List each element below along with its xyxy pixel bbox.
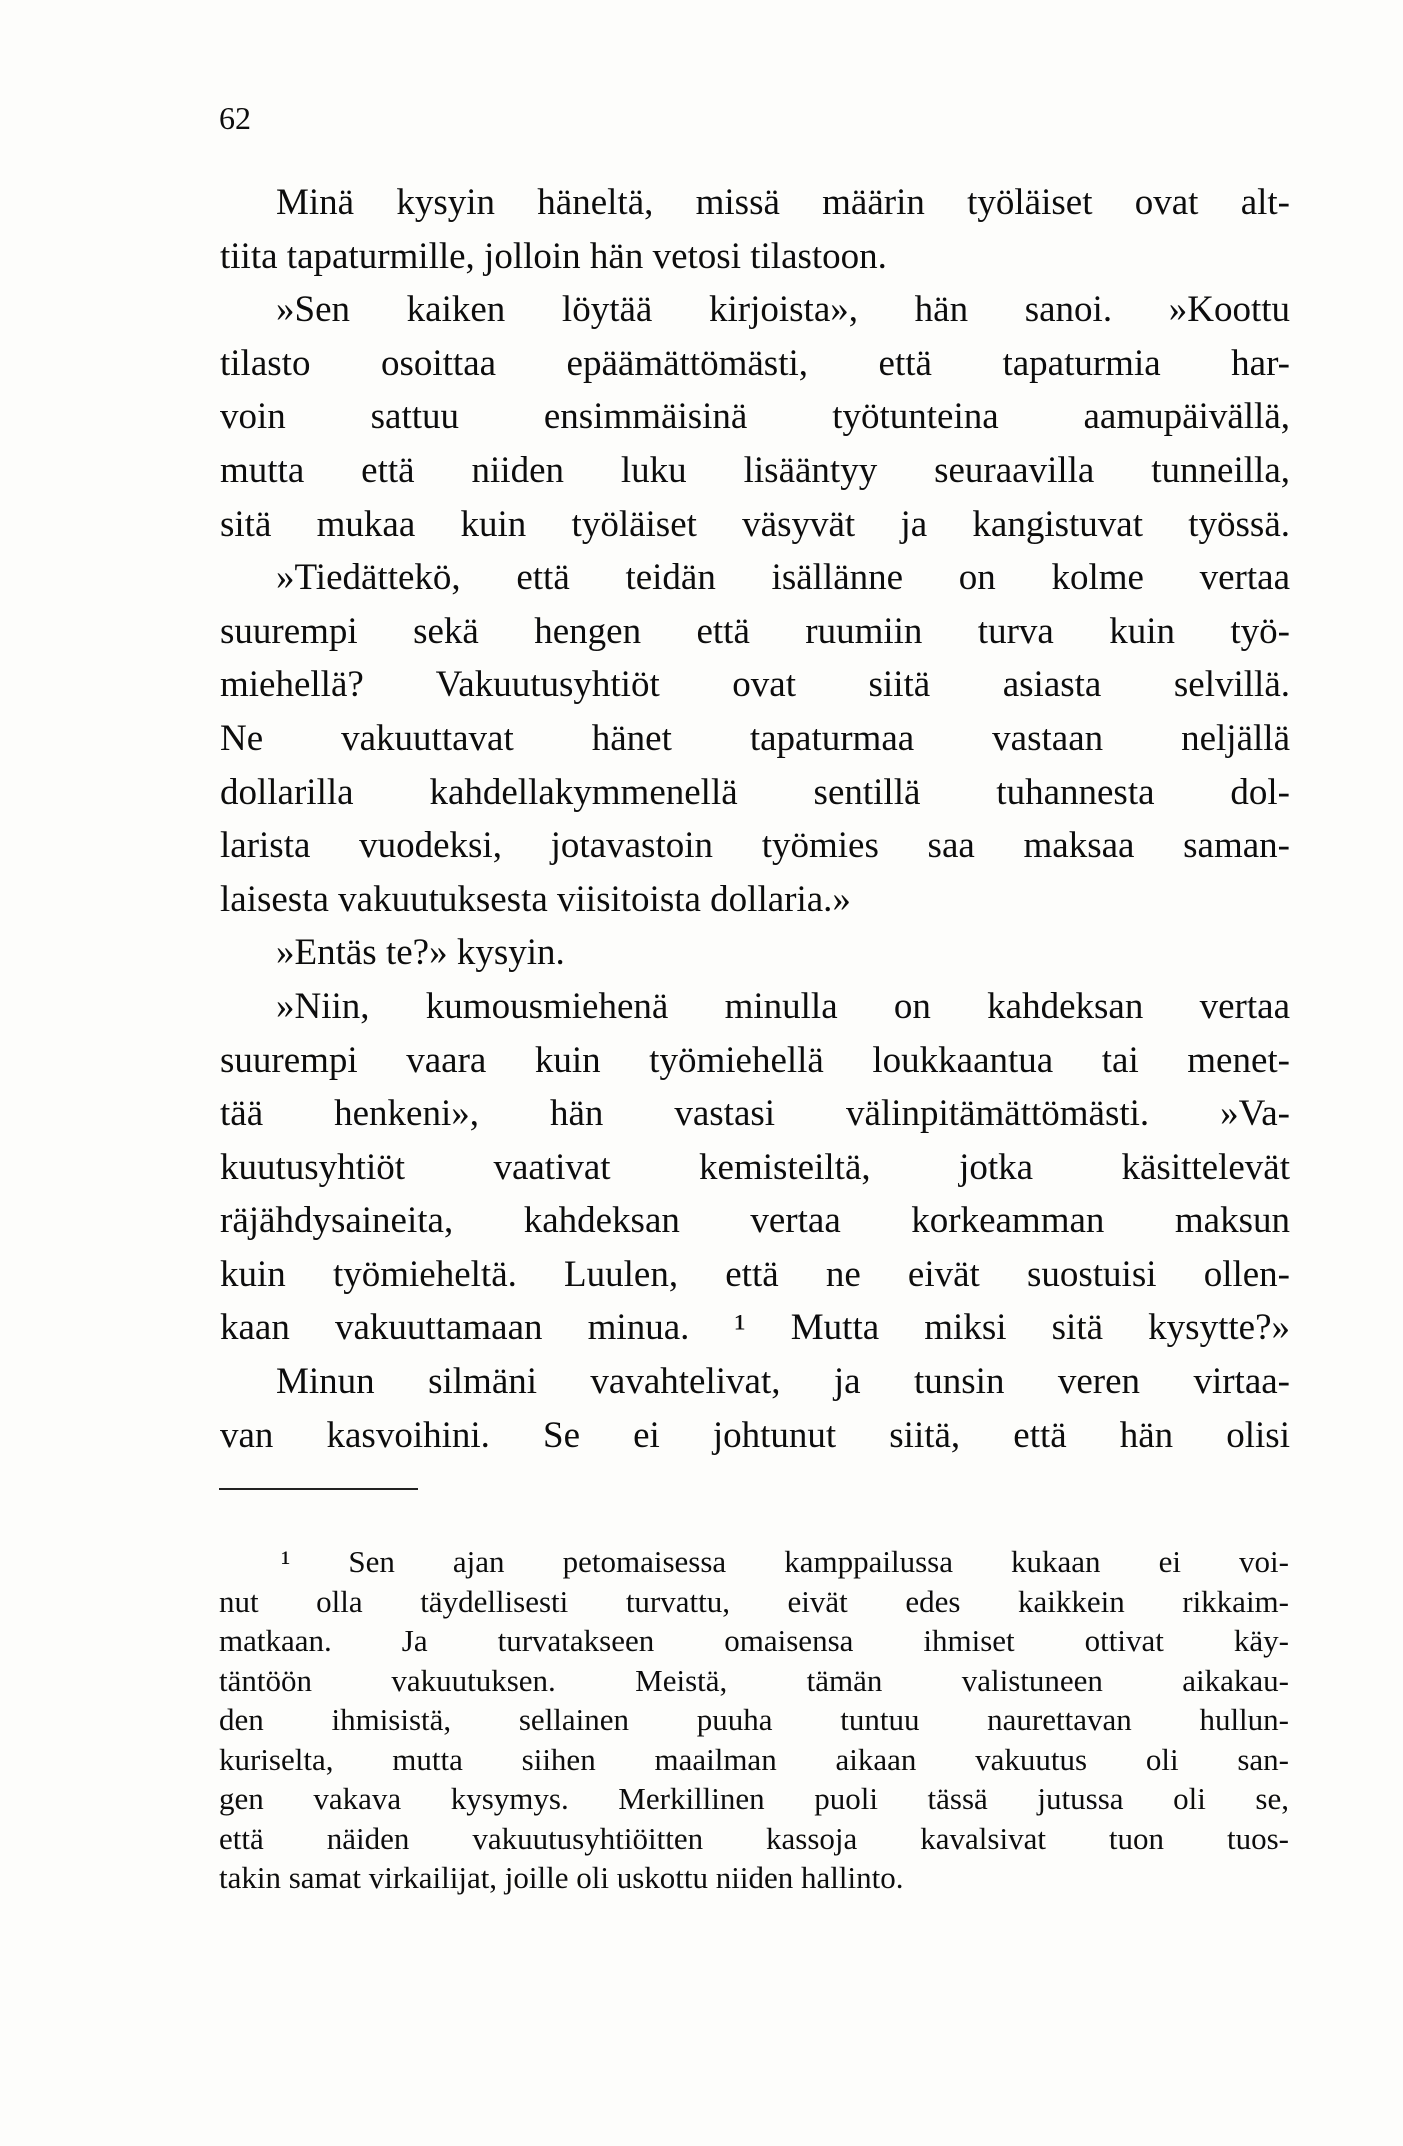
text-line: Ne vakuuttavat hänet tapaturmaa vastaan neljällä: [220, 717, 1290, 759]
text-line: mutta että niiden luku lisääntyy seuraavilla tunneilla,: [220, 449, 1290, 491]
text-line: kuutusyhtiöt vaativat kemisteiltä, jotka käsittelevät: [220, 1146, 1290, 1188]
text-line: sitä mukaa kuin työläiset väsyvät ja kangistuvat työssä.: [220, 503, 1290, 545]
text-line: Minun silmäni vavahtelivat, ja tunsin veren virtaa-: [276, 1361, 1290, 1403]
text-line: kaan vakuuttamaan minua. ¹ Mutta miksi sitä kysytte?»: [220, 1307, 1290, 1349]
text-line: »Sen kaiken löytää kirjoista», hän sanoi. »Koottu: [276, 289, 1290, 331]
text-line: »Tiedättekö, että teidän isällänne on kolme vertaa: [276, 557, 1290, 599]
text-line: suurempi sekä hengen että ruumiin turva kuin työ-: [220, 610, 1290, 652]
footnote: [219, 1542, 1289, 1898]
text-line: larista vuodeksi, jotavastoin työmies saa maksaa saman-: [220, 825, 1290, 867]
footnote-line: ¹ Sen ajan petomaisessa kamppailussa kukaan ei voi-: [281, 1544, 1289, 1579]
text-line: kuin työmieheltä. Luulen, että ne eivät suostuisi ollen-: [220, 1253, 1290, 1295]
text-line: tää henkeni», hän vastasi välinpitämättömästi. »Va-: [220, 1093, 1290, 1135]
text-line: dollarilla kahdellakymmenellä sentillä tuhannesta dol-: [220, 771, 1290, 813]
text-line: van kasvoihini. Se ei johtunut siitä, että hän olisi: [220, 1414, 1290, 1456]
text-line: tilasto osoittaa epäämättömästi, että tapaturmia har-: [220, 342, 1290, 384]
page-number: 62: [219, 100, 251, 136]
footnote-line: nut olla täydellisesti turvattu, eivät edes kaikkein rikkaim-: [219, 1583, 1289, 1619]
footnote-line: gen vakava kysymys. Merkillinen puoli tässä jutussa oli se,: [219, 1781, 1289, 1816]
footnote-line: että näiden vakuutusyhtiöitten kassoja kavalsivat tuon tuos-: [219, 1820, 1289, 1856]
text-line: voin sattuu ensimmäisinä työtunteina aamupäivällä,: [220, 396, 1290, 438]
text-line: räjähdysaineita, kahdeksan vertaa korkeamman maksun: [220, 1200, 1290, 1242]
footnote-line: matkaan. Ja turvatakseen omaisensa ihmiset ottivat käy-: [219, 1623, 1289, 1658]
footnote-line: kuriselta, mutta siihen maailman aikaan vakuutus oli san-: [219, 1741, 1289, 1777]
footnote-line: den ihmisistä, sellainen puuha tuntuu naurettavan hullun-: [219, 1702, 1289, 1737]
text-line: tiita tapaturmille, jolloin hän vetosi tilastoon.: [220, 235, 887, 277]
footnote-divider: [219, 1488, 418, 1490]
text-line: Minä kysyin häneltä, missä määrin työläiset ovat alt-: [276, 182, 1290, 223]
text-line: suurempi vaara kuin työmiehellä loukkaantua tai menet-: [220, 1039, 1290, 1081]
footnote-line: takin samat virkailijat, joille oli uskottu niiden hallinto.: [219, 1860, 904, 1895]
text-line: laisesta vakuutuksesta viisitoista dollaria.»: [220, 878, 851, 920]
text-line: »Niin, kumousmiehenä minulla on kahdeksan vertaa: [276, 985, 1290, 1027]
text-line: miehellä? Vakuutusyhtiöt ovat siitä asiasta selvillä.: [220, 664, 1290, 706]
body-text: [220, 176, 1290, 1462]
text-line: »Entäs te?» kysyin.: [276, 932, 565, 974]
footnote-line: täntöön vakuutuksen. Meistä, tämän valistuneen aikakau-: [219, 1662, 1289, 1698]
